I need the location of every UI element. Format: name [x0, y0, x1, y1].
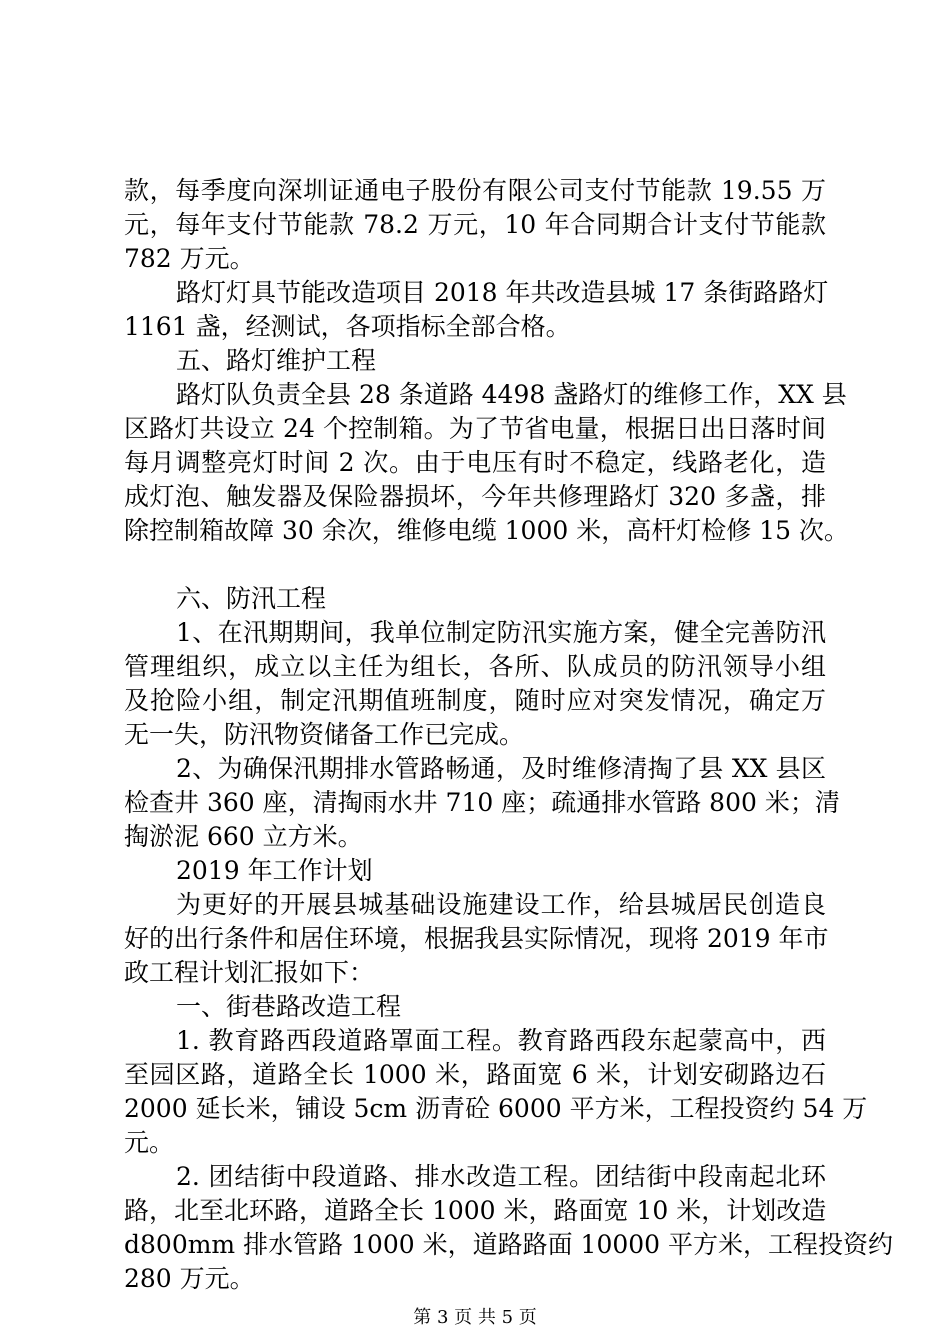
paragraph-line: 掏淤泥 660 立方米。	[124, 822, 363, 851]
paragraph-line: 无一失，防汛物资储备工作已完成。	[124, 720, 525, 749]
paragraph-line: 782 万元。	[124, 244, 255, 273]
paragraph-line: 元，每年支付节能款 78.2 万元，10 年合同期合计支付节能款	[124, 210, 826, 239]
paragraph-line: 区路灯共设立 24 个控制箱。为了节省电量，根据日出日落时间	[124, 414, 826, 443]
section-heading: 六、防汛工程	[176, 584, 327, 613]
section-heading: 一、街巷路改造工程	[176, 992, 402, 1021]
paragraph-line: 路灯队负责全县 28 条道路 4498 盏路灯的维修工作，XX 县	[176, 380, 847, 409]
paragraph-line: 1、在汛期期间，我单位制定防汛实施方案，健全完善防汛	[176, 618, 826, 647]
paragraph-line: 政工程计划汇报如下：	[124, 958, 375, 987]
paragraph-line: 款，每季度向深圳证通电子股份有限公司支付节能款 19.55 万	[124, 176, 826, 205]
paragraph-line: 元。	[124, 1128, 175, 1157]
paragraph-line: 成灯泡、触发器及保险器损坏，今年共修理路灯 320 多盏，排	[124, 482, 826, 511]
paragraph-line: 除控制箱故障 30 余次，维修电缆 1000 米，高杆灯检修 15 次。	[124, 516, 849, 545]
paragraph-line: 好的出行条件和居住环境，根据我县实际情况，现将 2019 年市	[124, 924, 829, 953]
paragraph-line: 2. 团结街中段道路、排水改造工程。团结街中段南起北环	[176, 1162, 826, 1191]
paragraph-line: 路灯灯具节能改造项目 2018 年共改造县城 17 条街路路灯	[176, 278, 829, 307]
paragraph-line: 至园区路，道路全长 1000 米，路面宽 6 米，计划安砌路边石	[124, 1060, 826, 1089]
paragraph-line: 及抢险小组，制定汛期值班制度，随时应对突发情况，确定万	[124, 686, 826, 715]
paragraph-line: 每月调整亮灯时间 2 次。由于电压有时不稳定，线路老化，造	[124, 448, 826, 477]
paragraph-line: d800mm 排水管路 1000 米，道路路面 10000 平方米，工程投资约	[124, 1230, 894, 1259]
paragraph-line: 1161 盏，经测试，各项指标全部合格。	[124, 312, 571, 341]
paragraph-line: 280 万元。	[124, 1264, 255, 1293]
section-heading: 五、路灯维护工程	[176, 346, 377, 375]
section-heading: 2019 年工作计划	[176, 856, 373, 885]
paragraph-line: 检查井 360 座，清掏雨水井 710 座；疏通排水管路 800 米；清	[124, 788, 840, 817]
paragraph-line: 2000 延长米，铺设 5cm 沥青砼 6000 平方米，工程投资约 54 万	[124, 1094, 868, 1123]
page-footer: 第 3 页 共 5 页	[413, 1307, 537, 1328]
paragraph-line: 2、为确保汛期排水管路畅通，及时维修清掏了县 XX 县区	[176, 754, 826, 783]
paragraph-line: 1. 教育路西段道路罩面工程。教育路西段东起蒙高中，西	[176, 1026, 826, 1055]
paragraph-line: 管理组织，成立以主任为组长，各所、队成员的防汛领导小组	[124, 652, 826, 681]
paragraph-line: 路，北至北环路，道路全长 1000 米，路面宽 10 米，计划改造	[124, 1196, 827, 1225]
paragraph-line: 为更好的开展县城基础设施建设工作，给县城居民创造良	[176, 890, 826, 919]
